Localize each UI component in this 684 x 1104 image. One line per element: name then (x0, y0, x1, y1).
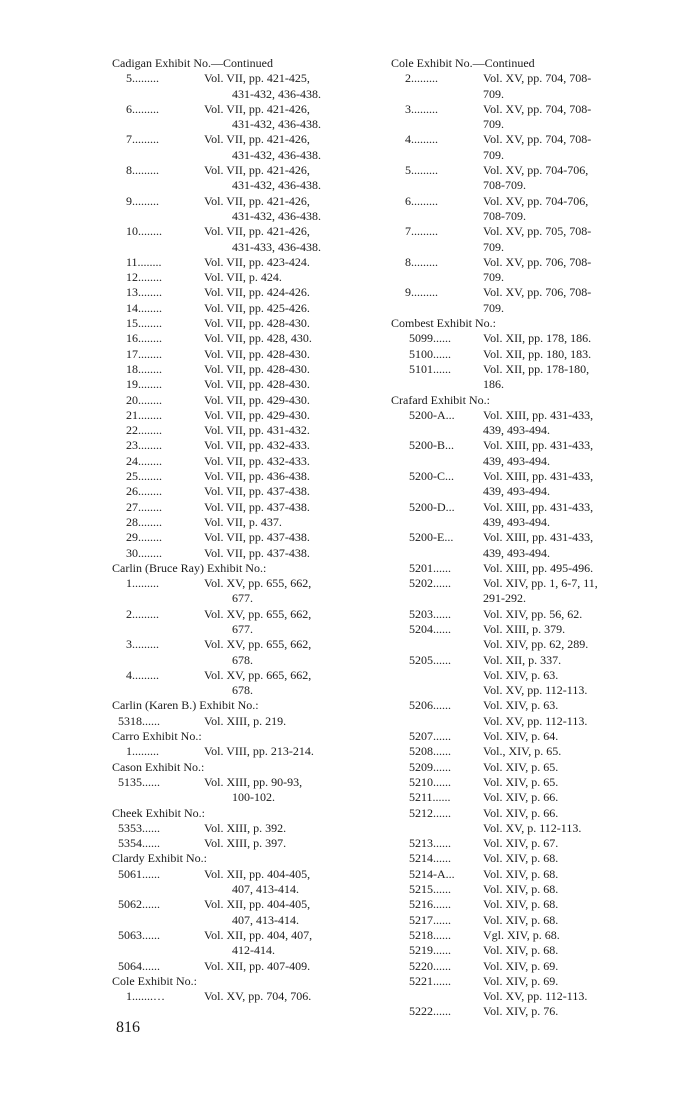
exhibit-number: 5......... (405, 163, 438, 178)
index-column-right (391, 56, 653, 1020)
entry-continuation: Vol. XV, pp. 112-113. (483, 713, 588, 728)
index-entry (112, 867, 374, 882)
index-entry (391, 438, 653, 453)
exhibit-number: 7......... (405, 224, 438, 239)
volume-reference: Vol. XIV, pp. 56, 62. (483, 606, 583, 621)
entry-continuation: 709. (483, 147, 504, 162)
volume-reference: Vol. VIII, pp. 213-214. (204, 744, 314, 759)
volume-reference: Vol. XIII, pp. 495-496. (483, 560, 594, 575)
exhibit-number: 21........ (126, 407, 162, 422)
volume-reference: Vol. VII, pp. 432-433. (204, 453, 310, 468)
entry-continuation: Vol. XV, pp. 112-113. (483, 683, 588, 698)
index-entry (112, 194, 374, 209)
entry-continuation: 100-102. (232, 790, 275, 805)
entry-continuation: 412-414. (232, 943, 275, 958)
entry-continuation: 439, 493-494. (483, 484, 550, 499)
entry-continuation: 407, 413-414. (232, 882, 299, 897)
index-entry (112, 454, 374, 469)
index-entry (112, 821, 374, 836)
volume-reference: Vol. XIII, pp. 431-433, (483, 469, 594, 484)
entry-continuation: 709. (483, 117, 504, 132)
index-entry (391, 698, 653, 713)
exhibit-number: 5318...... (118, 713, 160, 728)
exhibit-heading: Carlin (Bruce Ray) Exhibit No.: (112, 560, 267, 575)
volume-reference: Vol. XV, pp. 655, 662, (204, 637, 312, 652)
index-entry (391, 285, 653, 300)
volume-reference: Vol. VII, pp. 437-438. (204, 545, 310, 560)
exhibit-number: 5099...... (409, 331, 451, 346)
volume-reference: Vol. XIV, p. 68. (483, 851, 559, 866)
exhibit-number: 6......... (126, 101, 159, 116)
index-entry (112, 668, 374, 683)
index-entry (391, 194, 653, 209)
exhibit-number: 13........ (126, 285, 162, 300)
exhibit-heading: Cadigan Exhibit No.—Continued (112, 56, 273, 70)
exhibit-number: 26........ (126, 484, 162, 499)
volume-reference: Vol. XIV, p. 63. (483, 698, 559, 713)
index-entry (112, 714, 374, 729)
volume-reference: Vol. XIV, pp. 1, 6-7, 11, (483, 576, 598, 591)
volume-reference: Vol. VII, pp. 428-430. (204, 346, 310, 361)
volume-reference: Vol. XIII, pp. 431-433, (483, 438, 594, 453)
volume-reference: Vol. XIV, p. 76. (483, 1004, 559, 1019)
exhibit-number: 5210...... (409, 774, 451, 789)
volume-reference: Vol. XV, pp. 704, 708- (483, 71, 592, 86)
volume-reference: Vol. XIII, pp. 431-433, (483, 530, 594, 545)
volume-reference: Vol. XIV, p. 66. (483, 790, 559, 805)
volume-reference: Vol. XIV, p. 65. (483, 759, 559, 774)
volume-reference: Vol. VII, pp. 421-426, (204, 132, 310, 147)
exhibit-number: 16........ (126, 331, 162, 346)
index-entry (112, 637, 374, 652)
volume-reference: Vol. VII, pp. 424-426. (204, 285, 310, 300)
exhibit-number: 5207...... (409, 729, 451, 744)
volume-reference: Vol. VII, p. 437. (204, 514, 282, 529)
index-entry (112, 897, 374, 912)
exhibit-number: 9......... (126, 193, 159, 208)
index-entry (391, 913, 653, 928)
index-entry (391, 959, 653, 974)
index-entry (112, 744, 374, 759)
exhibit-number: 15........ (126, 316, 162, 331)
exhibit-number: 8......... (126, 163, 159, 178)
exhibit-heading: Cole Exhibit No.: (112, 973, 197, 988)
exhibit-number: 5203...... (409, 606, 451, 621)
exhibit-heading: Cheek Exhibit No.: (112, 805, 205, 820)
exhibit-number: 3......... (405, 101, 438, 116)
index-entry (112, 224, 374, 239)
volume-reference: Vol. VII, pp. 428-430. (204, 377, 310, 392)
volume-reference: Vol. XIV, p. 65. (483, 774, 559, 789)
volume-reference: Vol. XV, pp. 655, 662, (204, 606, 312, 621)
volume-reference: Vol. VII, pp. 437-438. (204, 484, 310, 499)
index-entry (112, 270, 374, 285)
volume-reference: Vol. XIV, p. 68. (483, 897, 559, 912)
volume-reference: Vol. VII, pp. 428-430. (204, 316, 310, 331)
index-entry (112, 285, 374, 300)
exhibit-number: 5222...... (409, 1004, 451, 1019)
exhibit-number: 8......... (405, 254, 438, 269)
entry-continuation: 708-709. (483, 208, 526, 223)
index-entry (112, 546, 374, 561)
exhibit-number: 5204...... (409, 621, 451, 636)
index-entry (112, 132, 374, 147)
volume-reference: Vol. VII, pp. 437-438. (204, 530, 310, 545)
volume-reference: Vol. VII, pp. 421-426, (204, 163, 310, 178)
exhibit-number: 1......... (126, 744, 159, 759)
index-entry (112, 301, 374, 316)
exhibit-number: 5205...... (409, 652, 451, 667)
index-entry (391, 469, 653, 484)
volume-reference: Vol. XII, p. 337. (483, 652, 562, 667)
index-entry (391, 1004, 653, 1019)
volume-reference: Vol. XV, pp. 704-706, (483, 163, 589, 178)
entry-continuation: 709. (483, 270, 504, 285)
index-entry (391, 163, 653, 178)
entry-continuation: 439, 493-494. (483, 453, 550, 468)
entry-continuation: 186. (483, 377, 504, 392)
index-entry (391, 943, 653, 958)
exhibit-number: 5......... (126, 71, 159, 86)
volume-reference: Vol. XV, pp. 704, 708- (483, 101, 592, 116)
exhibit-number: 2......... (126, 606, 159, 621)
index-entry (391, 760, 653, 775)
index-entry (391, 607, 653, 622)
entry-continuation: Vol. XIV, p. 63. (483, 667, 559, 682)
index-entry (391, 882, 653, 897)
entry-continuation: 431-432, 436-438. (232, 147, 321, 162)
index-entry (391, 851, 653, 866)
index-entry (391, 347, 653, 362)
exhibit-number: 5064...... (118, 958, 160, 973)
volume-reference: Vol. XV, pp. 704-706, (483, 193, 589, 208)
volume-reference: Vol. VII, pp. 429-430. (204, 407, 310, 422)
index-entry (391, 530, 653, 545)
index-entry (391, 867, 653, 882)
exhibit-heading: Crafard Exhibit No.: (391, 392, 490, 407)
volume-reference: Vol. XIV, p. 67. (483, 836, 559, 851)
volume-reference: Vol. XV, pp. 655, 662, (204, 576, 312, 591)
exhibit-number: 6......... (405, 193, 438, 208)
volume-reference: Vol. VII, pp. 423-424. (204, 254, 310, 269)
volume-reference: Vol. XIV, p. 68. (483, 866, 559, 881)
index-entry (112, 408, 374, 423)
exhibit-number: 29........ (126, 530, 162, 545)
index-entry (112, 316, 374, 331)
index-entry (112, 102, 374, 117)
entry-continuation: 677. (232, 591, 253, 606)
index-entry (112, 438, 374, 453)
exhibit-number: 3......... (126, 637, 159, 652)
exhibit-number: 1......... (126, 576, 159, 591)
exhibit-number: 18........ (126, 361, 162, 376)
exhibit-number: 5200-C... (409, 469, 454, 484)
index-entry (112, 163, 374, 178)
index-entry (391, 806, 653, 821)
exhibit-number: 1.......… (126, 989, 165, 1004)
exhibit-number: 19........ (126, 377, 162, 392)
entry-continuation: 431-432, 436-438. (232, 86, 321, 101)
volume-reference: Vol. XIII, pp. 431-433, (483, 407, 594, 422)
index-entry (391, 408, 653, 423)
volume-reference: Vol. XIV, p. 68. (483, 943, 559, 958)
volume-reference: Vol. XIII, p. 379. (483, 621, 566, 636)
exhibit-number: 5209...... (409, 759, 451, 774)
volume-reference: Vol. VII, pp. 421-426, (204, 101, 310, 116)
index-entry (112, 469, 374, 484)
index-entry (112, 500, 374, 515)
entry-continuation: 709. (483, 86, 504, 101)
index-entry (391, 744, 653, 759)
volume-reference: Vol. XIII, pp. 90-93, (204, 774, 303, 789)
volume-reference: Vol. XIV, p. 68. (483, 882, 559, 897)
exhibit-number: 24........ (126, 453, 162, 468)
exhibit-number: 9......... (405, 285, 438, 300)
volume-reference: Vol., XIV, p. 65. (483, 744, 562, 759)
exhibit-number: 5101...... (409, 361, 451, 376)
exhibit-number: 5212...... (409, 805, 451, 820)
index-entry (391, 897, 653, 912)
exhibit-number: 5214...... (409, 851, 451, 866)
exhibit-number: 28........ (126, 514, 162, 529)
index-entry (112, 362, 374, 377)
index-entry (391, 729, 653, 744)
entry-continuation: Vol. XV, pp. 112-113. (483, 989, 588, 1004)
index-entry (391, 71, 653, 86)
index-entry (391, 653, 653, 668)
index-entry (112, 836, 374, 851)
index-entry (112, 71, 374, 86)
volume-reference: Vol. VII, pp. 421-426, (204, 193, 310, 208)
volume-reference: Vol. VII, pp. 432-433. (204, 438, 310, 453)
entry-continuation: 678. (232, 652, 253, 667)
exhibit-heading: Combest Exhibit No.: (391, 316, 496, 331)
volume-reference: Vol. VII, pp. 437-438. (204, 499, 310, 514)
index-entry (112, 607, 374, 622)
index-entry (112, 775, 374, 790)
exhibit-number: 4......... (126, 667, 159, 682)
exhibit-number: 5353...... (118, 820, 160, 835)
entry-continuation: Vol. XIV, pp. 62, 289. (483, 637, 589, 652)
entry-continuation: 431-432, 436-438. (232, 208, 321, 223)
entry-continuation: 439, 493-494. (483, 545, 550, 560)
entry-continuation: 439, 493-494. (483, 423, 550, 438)
volume-reference: Vol. XV, pp. 705, 708- (483, 224, 592, 239)
index-entry (391, 224, 653, 239)
volume-reference: Vol. VII, pp. 431-432. (204, 423, 310, 438)
entry-continuation: 431-432, 436-438. (232, 178, 321, 193)
entry-continuation: 439, 493-494. (483, 514, 550, 529)
index-entry (391, 928, 653, 943)
exhibit-number: 5211...... (409, 790, 451, 805)
volume-reference: Vol. XIV, p. 66. (483, 805, 559, 820)
exhibit-heading: Carlin (Karen B.) Exhibit No.: (112, 698, 259, 713)
entry-continuation: 678. (232, 683, 253, 698)
exhibit-number: 5201...... (409, 560, 451, 575)
volume-reference: Vol. XIII, p. 397. (204, 836, 287, 851)
exhibit-number: 11........ (126, 254, 162, 269)
exhibit-number: 30........ (126, 545, 162, 560)
volume-reference: Vol. XV, pp. 704, 708- (483, 132, 592, 147)
volume-reference: Vol. XIII, p. 219. (204, 713, 287, 728)
exhibit-number: 5100...... (409, 346, 451, 361)
exhibit-number: 27........ (126, 499, 162, 514)
exhibit-number: 5061...... (118, 866, 160, 881)
exhibit-number: 2......... (405, 71, 438, 86)
exhibit-number: 17........ (126, 346, 162, 361)
entry-continuation: 708-709. (483, 178, 526, 193)
volume-reference: Vol. XII, pp. 178, 186. (483, 331, 592, 346)
exhibit-heading: Clardy Exhibit No.: (112, 851, 207, 866)
volume-reference: Vol. VII, pp. 428, 430. (204, 331, 312, 346)
volume-reference: Vol. VII, pp. 436-438. (204, 469, 310, 484)
exhibit-number: 5216...... (409, 897, 451, 912)
index-entry (391, 132, 653, 147)
index-entry (112, 515, 374, 530)
entry-continuation: 431-433, 436-438. (232, 239, 321, 254)
entry-continuation: 431-432, 436-438. (232, 117, 321, 132)
index-entry (391, 622, 653, 637)
volume-reference: Vol. XII, pp. 180, 183. (483, 346, 592, 361)
index-entry (391, 576, 653, 591)
exhibit-number: 23........ (126, 438, 162, 453)
exhibit-number: 5213...... (409, 836, 451, 851)
volume-reference: Vol. XV, pp. 706, 708- (483, 285, 592, 300)
exhibit-number: 5208...... (409, 744, 451, 759)
index-entry (112, 928, 374, 943)
index-entry (391, 974, 653, 989)
exhibit-number: 5217...... (409, 912, 451, 927)
entry-continuation: 709. (483, 239, 504, 254)
volume-reference: Vol. XV, pp. 704, 706. (204, 989, 312, 1004)
volume-reference: Vol. VII, pp. 425-426. (204, 300, 310, 315)
volume-reference: Vol. VII, pp. 428-430. (204, 361, 310, 376)
volume-reference: Vol. VII, pp. 421-425, (204, 71, 310, 86)
exhibit-number: 5202...... (409, 576, 451, 591)
volume-reference: Vol. VII, p. 424. (204, 270, 282, 285)
exhibit-number: 22........ (126, 423, 162, 438)
index-entry (391, 775, 653, 790)
index-entry (391, 331, 653, 346)
exhibit-number: 5219...... (409, 943, 451, 958)
index-entry (112, 377, 374, 392)
index-entry (112, 959, 374, 974)
entry-continuation: 709. (483, 300, 504, 315)
volume-reference: Vgl. XIV, p. 68. (483, 927, 560, 942)
volume-reference: Vol. XIV, p. 68. (483, 912, 559, 927)
volume-reference: Vol. XII, pp. 407-409. (204, 958, 311, 973)
exhibit-heading: Cole Exhibit No.—Continued (391, 56, 535, 70)
exhibit-number: 5062...... (118, 897, 160, 912)
volume-reference: Vol. XIII, p. 392. (204, 820, 287, 835)
exhibit-number: 7......... (126, 132, 159, 147)
index-entry (391, 561, 653, 576)
index-entry (391, 790, 653, 805)
exhibit-number: 5200-A... (409, 407, 455, 422)
index-entry (391, 102, 653, 117)
index-entry (391, 255, 653, 270)
index-entry (391, 500, 653, 515)
index-entry (112, 530, 374, 545)
entry-continuation: Vol. XV, p. 112-113. (483, 820, 582, 835)
volume-reference: Vol. XII, pp. 404-405, (204, 866, 311, 881)
volume-reference: Vol. XIII, pp. 431-433, (483, 499, 594, 514)
exhibit-number: 5215...... (409, 882, 451, 897)
index-entry (391, 362, 653, 377)
entry-continuation: 291-292. (483, 591, 526, 606)
index-entry (112, 484, 374, 499)
index-column-left (112, 56, 374, 1004)
volume-reference: Vol. XIV, p. 64. (483, 729, 559, 744)
entry-continuation: 407, 413-414. (232, 912, 299, 927)
entry-continuation: 677. (232, 621, 253, 636)
volume-reference: Vol. XV, pp. 706, 708- (483, 254, 592, 269)
exhibit-number: 4......... (405, 132, 438, 147)
exhibit-number: 5354...... (118, 836, 160, 851)
exhibit-number: 5214-A... (409, 866, 455, 881)
index-entry (112, 255, 374, 270)
index-entry (391, 836, 653, 851)
exhibit-number: 5200-D... (409, 499, 455, 514)
volume-reference: Vol. VII, pp. 429-430. (204, 392, 310, 407)
exhibit-number: 5200-B... (409, 438, 454, 453)
exhibit-number: 5135...... (118, 774, 160, 789)
volume-reference: Vol. VII, pp. 421-426, (204, 224, 310, 239)
volume-reference: Vol. XII, pp. 404-405, (204, 897, 311, 912)
volume-reference: Vol. XII, pp. 404, 407, (204, 927, 313, 942)
exhibit-number: 20........ (126, 392, 162, 407)
exhibit-number: 5206...... (409, 698, 451, 713)
index-entry (112, 347, 374, 362)
exhibit-number: 25........ (126, 469, 162, 484)
exhibit-number: 10........ (126, 224, 162, 239)
exhibit-number: 5218...... (409, 927, 451, 942)
index-entry (112, 393, 374, 408)
exhibit-number: 5221...... (409, 973, 451, 988)
index-entry (112, 989, 374, 1004)
index-entry (112, 576, 374, 591)
exhibit-number: 14........ (126, 300, 162, 315)
index-entry (112, 423, 374, 438)
index-entry (112, 331, 374, 346)
exhibit-heading: Cason Exhibit No.: (112, 759, 205, 774)
volume-reference: Vol. XII, pp. 178-180, (483, 361, 590, 376)
exhibit-heading: Carro Exhibit No.: (112, 729, 202, 744)
exhibit-number: 12........ (126, 270, 162, 285)
volume-reference: Vol. XIV, p. 69. (483, 958, 559, 973)
page-number: 816 (116, 1019, 140, 1036)
volume-reference: Vol. XV, pp. 665, 662, (204, 667, 312, 682)
exhibit-number: 5220...... (409, 958, 451, 973)
volume-reference: Vol. XIV, p. 69. (483, 973, 559, 988)
exhibit-number: 5063...... (118, 927, 160, 942)
exhibit-number: 5200-E... (409, 530, 454, 545)
